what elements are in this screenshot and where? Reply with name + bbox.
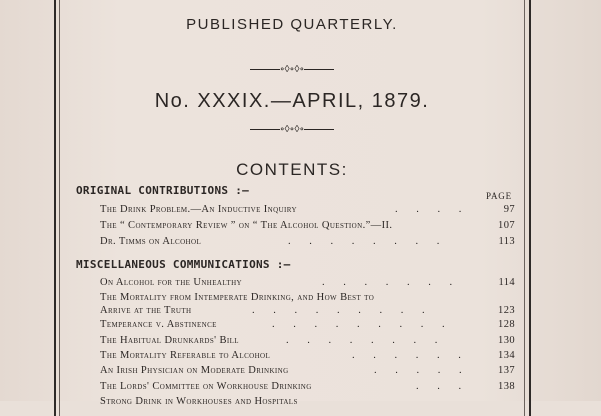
left-inner-rule bbox=[59, 0, 60, 416]
right-border-rule bbox=[529, 0, 531, 416]
issue-title: No. XXXIX.—APRIL, 1879. bbox=[154, 90, 430, 112]
document-page: PUBLISHED QUARTERLY. ∘◊∘◊∘ No. XXXIX.—APRIL, 1879. ∘◊∘◊∘ CONTENTS: ORIGINAL CONTRIBUTIONS :— PAGE The Drink Problem.—An Inductive Inquiry . . . . 97 The “ Contemporary Review ” on “ The Alcohol Question.”—II. 107 Dr. Timms on Alcohol . . . . . . . . 113 MISCELLANEOUS COMMUNICATIONS :— On Alcohol for the Unhealthy . . . . . . . 114 The Mortality from Intemperate Drinking, and How Best to Arrive at the Truth . . . . . . . . . 123 Temperance v. Abstinence . . . . . . . . . 128 The Habitual Drunkards' Bill . . . . . . . . 130 The Mortality Referable to Alcohol . . . . . . 134 An Irish Physician on Moderate Drinking . . . . . 137 The Lords' Committee on Workhouse Drinking . . . 138 Strong Drink in Workhouses and Hospitals bbox=[0, 0, 601, 401]
publication-frequency: PUBLISHED QUARTERLY. bbox=[186, 16, 398, 33]
ornament-divider-top: ∘◊∘◊∘ bbox=[60, 64, 524, 75]
contents-heading: CONTENTS: bbox=[236, 160, 348, 179]
right-inner-rule bbox=[524, 0, 525, 416]
ornament-divider-bottom: ∘◊∘◊∘ bbox=[60, 124, 524, 135]
section-heading-original: ORIGINAL CONTRIBUTIONS :— bbox=[76, 184, 250, 197]
section-heading-miscellaneous: MISCELLANEOUS COMMUNICATIONS :— bbox=[76, 258, 291, 271]
left-border-rule bbox=[54, 0, 56, 416]
page-column-label: PAGE bbox=[486, 191, 512, 201]
